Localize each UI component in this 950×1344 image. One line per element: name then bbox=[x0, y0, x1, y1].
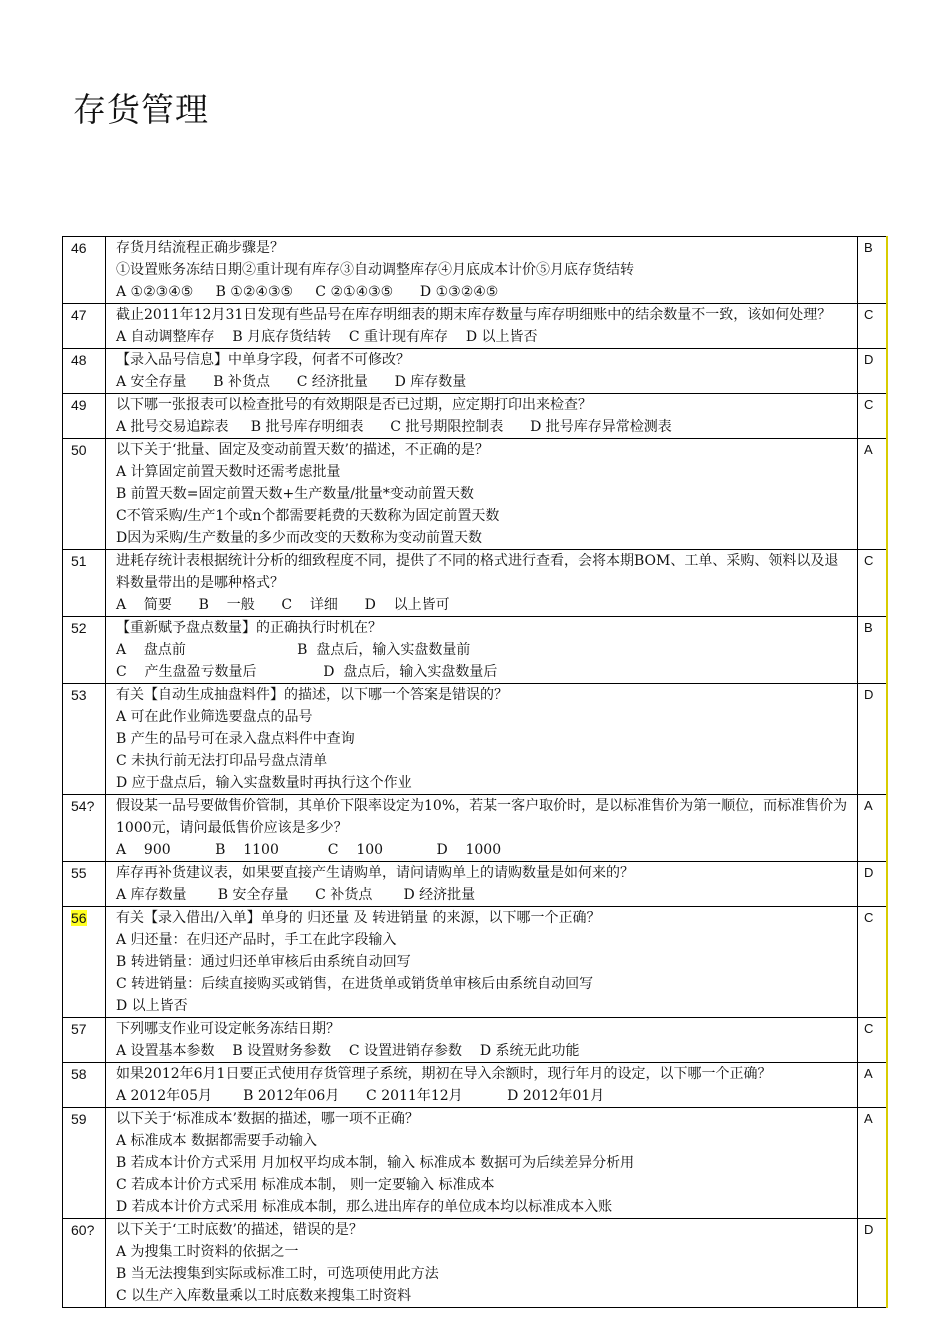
question-text-cell bbox=[106, 795, 858, 862]
answer-letter: C bbox=[864, 553, 874, 568]
question-number: 51 bbox=[71, 553, 87, 569]
answer-letter: D bbox=[864, 865, 874, 880]
question-table bbox=[62, 236, 888, 1308]
question-option: A 盘点前 B 盘点后，输入实盘数量前 bbox=[116, 642, 471, 658]
question-number-cell bbox=[63, 907, 106, 1018]
question-number: 48 bbox=[71, 352, 87, 368]
question-option: C 产生盘盈亏数量后 D 盘点后，输入实盘数量后 bbox=[116, 664, 498, 680]
question-text-cell bbox=[106, 237, 858, 304]
answer-letter: B bbox=[864, 240, 873, 255]
question-row bbox=[63, 684, 888, 795]
question-number-cell bbox=[63, 1063, 106, 1108]
question-row bbox=[63, 907, 888, 1018]
answer-cell bbox=[858, 862, 888, 907]
answer-letter: C bbox=[864, 1021, 874, 1036]
question-option: C 若成本计价方式采用 标准成本制， 则一定要输入 标准成本 bbox=[116, 1177, 495, 1193]
question-number-cell bbox=[63, 1018, 106, 1063]
question-option: ①设置账务冻结日期②重计现有库存③自动调整库存④月底成本计价⑤月底存货结转 bbox=[116, 262, 634, 278]
answer-cell bbox=[858, 907, 888, 1018]
question-row bbox=[63, 1108, 888, 1219]
answer-letter: C bbox=[864, 397, 874, 412]
answer-letter: D bbox=[864, 687, 874, 702]
question-option: C不管采购/生产1个或n个都需要耗费的天数称为固定前置天数 bbox=[116, 508, 500, 524]
question-number: 55 bbox=[71, 865, 87, 881]
question-row bbox=[63, 1219, 888, 1308]
question-option: D因为采购/生产数量的多少而改变的天数称为变动前置天数 bbox=[116, 530, 482, 546]
question-option: A 900 B 1100 C 100 D 1000 bbox=[116, 842, 502, 858]
question-option: A 为搜集工时资料的依据之一 bbox=[116, 1244, 299, 1260]
question-option: A 安全存量 B 补货点 C 经济批量 D 库存数量 bbox=[116, 374, 467, 390]
question-option: B 当无法搜集到实际或标准工时，可选项使用此方法 bbox=[116, 1266, 439, 1282]
question-text-cell bbox=[106, 862, 858, 907]
question-stem: 存货月结流程正确步骤是？ bbox=[116, 240, 284, 256]
question-option: A 2012年05月 B 2012年06月 C 2011年12月 D 2012年01月 bbox=[116, 1088, 605, 1104]
question-option: D 若成本计价方式采用 标准成本制，那么进出库存的单位成本均以标准成本入账 bbox=[116, 1199, 613, 1215]
question-option: A 库存数量 B 安全存量 C 补货点 D 经济批量 bbox=[116, 887, 476, 903]
answer-cell bbox=[858, 550, 888, 617]
question-number: 50 bbox=[71, 442, 87, 458]
question-option: A 批号交易追踪表 B 批号库存明细表 C 批号期限控制表 D 批号库存异常检测表 bbox=[116, 419, 672, 435]
question-row bbox=[63, 862, 888, 907]
question-number: 47 bbox=[71, 307, 87, 323]
question-number-cell bbox=[63, 439, 106, 550]
question-option: A 归还量：在归还产品时，手工在此字段输入 bbox=[116, 932, 397, 948]
question-number-cell bbox=[63, 1219, 106, 1308]
question-stem: 以下关于‘工时底数’的描述，错误的是？ bbox=[116, 1222, 363, 1238]
question-option: A 简要 B 一般 C 详细 D 以上皆可 bbox=[116, 597, 450, 613]
question-number-cell bbox=[63, 684, 106, 795]
question-option: C 转进销量：后续直接购买或销售，在进货单或销货单审核后由系统自动回写 bbox=[116, 976, 594, 992]
answer-letter: A bbox=[864, 798, 873, 813]
question-row bbox=[63, 617, 888, 684]
answer-cell bbox=[858, 684, 888, 795]
page-title: 存货管理 bbox=[73, 90, 209, 129]
question-stem: 库存再补货建议表，如果要直接产生请购单，请问请购单上的请购数量是如何来的？ bbox=[116, 865, 634, 881]
question-option: A 计算固定前置天数时还需考虑批量 bbox=[116, 464, 341, 480]
question-text-cell bbox=[106, 617, 858, 684]
question-stem: 下列哪支作业可设定帐务冻结日期？ bbox=[116, 1021, 340, 1037]
question-option: B 产生的品号可在录入盘点料件中查询 bbox=[116, 731, 355, 747]
question-number: 56 bbox=[71, 910, 87, 926]
question-stem: 截止2011年12月31日发现有些品号在库存明细表的期末库存数量与库存明细账中的结余数量不一致，该如何处理？ bbox=[116, 307, 832, 323]
question-number-cell bbox=[63, 304, 106, 349]
question-option: A ①②③④⑤ B ①②④③⑤ C ②①④③⑤ D ①③②④⑤ bbox=[116, 284, 499, 300]
question-number-cell bbox=[63, 795, 106, 862]
question-number: 49 bbox=[71, 397, 87, 413]
question-option: A 自动调整库存 B 月底存货结转 C 重计现有库存 D 以上皆否 bbox=[116, 329, 538, 345]
answer-cell bbox=[858, 349, 888, 394]
answer-cell bbox=[858, 1108, 888, 1219]
question-number-cell bbox=[63, 862, 106, 907]
question-text-cell bbox=[106, 550, 858, 617]
question-number-cell bbox=[63, 1108, 106, 1219]
question-option: A 设置基本参数 B 设置财务参数 C 设置进销存参数 D 系统无此功能 bbox=[116, 1043, 580, 1059]
question-stem: 以下关于‘批量、固定及变动前置天数’的描述，不正确的是？ bbox=[116, 442, 489, 458]
question-stem: 【录入品号信息】中单身字段，何者不可修改？ bbox=[116, 352, 410, 368]
question-text-cell bbox=[106, 349, 858, 394]
answer-cell bbox=[858, 1219, 888, 1308]
question-stem: 有关【录入借出/入单】单身的 归还量 及 转进销量 的来源，以下哪一个正确？ bbox=[116, 910, 601, 926]
question-number-cell bbox=[63, 617, 106, 684]
question-option: B 转进销量：通过归还单审核后由系统自动回写 bbox=[116, 954, 411, 970]
answer-letter: A bbox=[864, 442, 873, 457]
question-row bbox=[63, 550, 888, 617]
question-number: 58 bbox=[71, 1066, 87, 1082]
question-number-cell bbox=[63, 349, 106, 394]
question-number: 59 bbox=[71, 1111, 87, 1127]
question-text-cell bbox=[106, 304, 858, 349]
question-option: B 前置天数=固定前置天数+生产数量/批量*变动前置天数 bbox=[116, 486, 474, 502]
question-option: A 标准成本 数据都需要手动输入 bbox=[116, 1133, 318, 1149]
question-text-cell bbox=[106, 907, 858, 1018]
question-number: 60? bbox=[71, 1222, 95, 1238]
question-text-cell bbox=[106, 1018, 858, 1063]
question-option: D 应于盘点后，输入实盘数量时再执行这个作业 bbox=[116, 775, 412, 791]
question-stem: 【重新赋予盘点数量】的正确执行时机在？ bbox=[116, 620, 382, 636]
question-option: C 以生产入库数量乘以工时底数来搜集工时资料 bbox=[116, 1288, 412, 1304]
question-row bbox=[63, 394, 888, 439]
question-text-cell bbox=[106, 1108, 858, 1219]
question-text-cell bbox=[106, 439, 858, 550]
question-number-cell bbox=[63, 394, 106, 439]
question-row bbox=[63, 304, 888, 349]
answer-cell bbox=[858, 237, 888, 304]
question-row bbox=[63, 1018, 888, 1063]
answer-letter: D bbox=[864, 352, 874, 367]
answer-letter: A bbox=[864, 1111, 873, 1126]
question-row bbox=[63, 795, 888, 862]
question-text-cell bbox=[106, 684, 858, 795]
answer-letter: B bbox=[864, 620, 873, 635]
answer-cell bbox=[858, 394, 888, 439]
answer-letter: A bbox=[864, 1066, 873, 1081]
answer-letter: D bbox=[864, 1222, 874, 1237]
question-row bbox=[63, 349, 888, 394]
answer-cell bbox=[858, 1018, 888, 1063]
question-option: B 若成本计价方式采用 月加权平均成本制，输入 标准成本 数据可为后续差异分析用 bbox=[116, 1155, 635, 1171]
question-number: 46 bbox=[71, 240, 87, 256]
question-row bbox=[63, 439, 888, 550]
question-stem: 以下哪一张报表可以检查批号的有效期限是否已过期，应定期打印出来检查？ bbox=[116, 397, 592, 413]
question-row bbox=[63, 237, 888, 304]
question-row bbox=[63, 1063, 888, 1108]
question-number: 52 bbox=[71, 620, 87, 636]
question-text-cell bbox=[106, 394, 858, 439]
question-number-cell bbox=[63, 237, 106, 304]
question-stem: 有关【自动生成抽盘料件】的描述，以下哪一个答案是错误的？ bbox=[116, 687, 508, 703]
question-option: C 未执行前无法打印品号盘点清单 bbox=[116, 753, 328, 769]
question-table-body bbox=[63, 237, 888, 1308]
question-number-cell bbox=[63, 550, 106, 617]
answer-letter: C bbox=[864, 910, 874, 925]
question-option: A 可在此作业筛选要盘点的品号 bbox=[116, 709, 313, 725]
question-text-cell bbox=[106, 1063, 858, 1108]
answer-cell bbox=[858, 617, 888, 684]
answer-cell bbox=[858, 304, 888, 349]
question-number: 53 bbox=[71, 687, 87, 703]
question-text-cell bbox=[106, 1219, 858, 1308]
question-stem: 如果2012年6月1日要正式使用存货管理子系统，期初在导入余额时，现行年月的设定，以下哪一个正确？ bbox=[116, 1066, 772, 1082]
question-number: 57 bbox=[71, 1021, 87, 1037]
answer-letter: C bbox=[864, 307, 874, 322]
question-option: D 以上皆否 bbox=[116, 998, 188, 1014]
question-stem: 假设某一品号要做售价管制，其单价下限率设定为10%，若某一客户取价时，是以标准售价为第一顺位，而标准售价为1000元，请问最低售价应该是多少？ bbox=[116, 798, 848, 836]
answer-cell bbox=[858, 1063, 888, 1108]
answer-cell bbox=[858, 795, 888, 862]
question-stem: 进耗存统计表根据统计分析的细致程度不同，提供了不同的格式进行查看，会将本期BOM、工单、采购、领料以及退料数量带出的是哪种格式？ bbox=[116, 553, 839, 591]
answer-cell bbox=[858, 439, 888, 550]
question-stem: 以下关于‘标准成本’数据的描述，哪一项不正确？ bbox=[116, 1111, 419, 1127]
question-number: 54? bbox=[71, 798, 95, 814]
